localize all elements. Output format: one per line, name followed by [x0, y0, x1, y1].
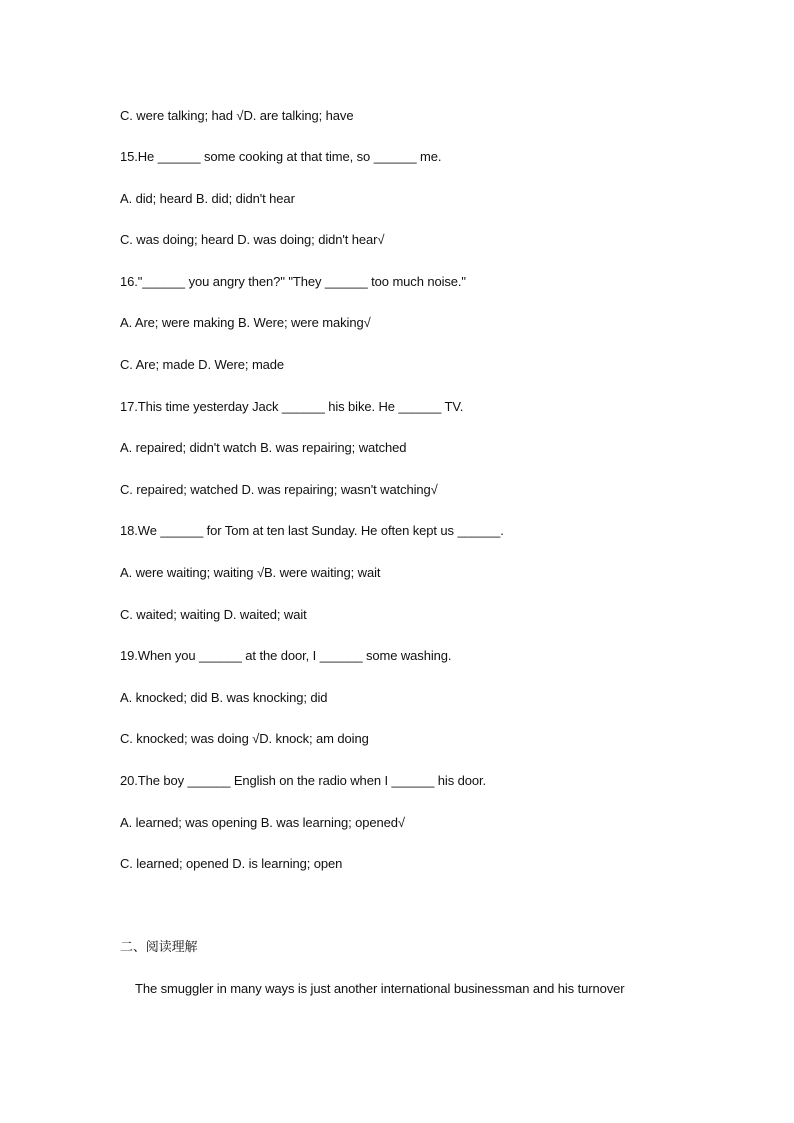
question-18: 18.We ______ for Tom at ten last Sunday. He often kept us ______.	[120, 523, 504, 538]
option-line-18ab: A. were waiting; waiting √B. were waiting; wait	[120, 565, 381, 580]
option-line-20cd: C. learned; opened D. is learning; open	[120, 856, 343, 871]
option-line-20ab: A. learned; was opening B. was learning; opened√	[120, 815, 405, 830]
option-line-15cd: C. was doing; heard D. was doing; didn't hear√	[120, 232, 385, 247]
option-line-17cd: C. repaired; watched D. was repairing; wasn't watching√	[120, 482, 438, 497]
question-17: 17.This time yesterday Jack ______ his bike. He ______ TV.	[120, 399, 464, 414]
question-15: 15.He ______ some cooking at that time, so ______ me.	[120, 149, 442, 164]
option-line-14cd: C. were talking; had √D. are talking; have	[120, 108, 354, 123]
option-line-17ab: A. repaired; didn't watch B. was repairing; watched	[120, 440, 407, 455]
question-20: 20.The boy ______ English on the radio when I ______ his door.	[120, 773, 487, 788]
option-line-19ab: A. knocked; did B. was knocking; did	[120, 690, 328, 705]
option-line-18cd: C. waited; waiting D. waited; wait	[120, 607, 307, 622]
option-line-16cd: C. Are; made D. Were; made	[120, 357, 285, 372]
reading-passage-first-line: The smuggler in many ways is just another international businessman and his turnover	[135, 981, 625, 996]
question-16: 16."______ you angry then?" "They ______ too much noise."	[120, 274, 466, 289]
question-19: 19.When you ______ at the door, I ______ some washing.	[120, 648, 452, 663]
section-heading: 二、阅读理解	[120, 940, 198, 955]
option-line-19cd: C. knocked; was doing √D. knock; am doing	[120, 731, 369, 746]
option-line-16ab: A. Are; were making B. Were; were making√	[120, 315, 371, 330]
option-line-15ab: A. did; heard B. did; didn't hear	[120, 191, 295, 206]
